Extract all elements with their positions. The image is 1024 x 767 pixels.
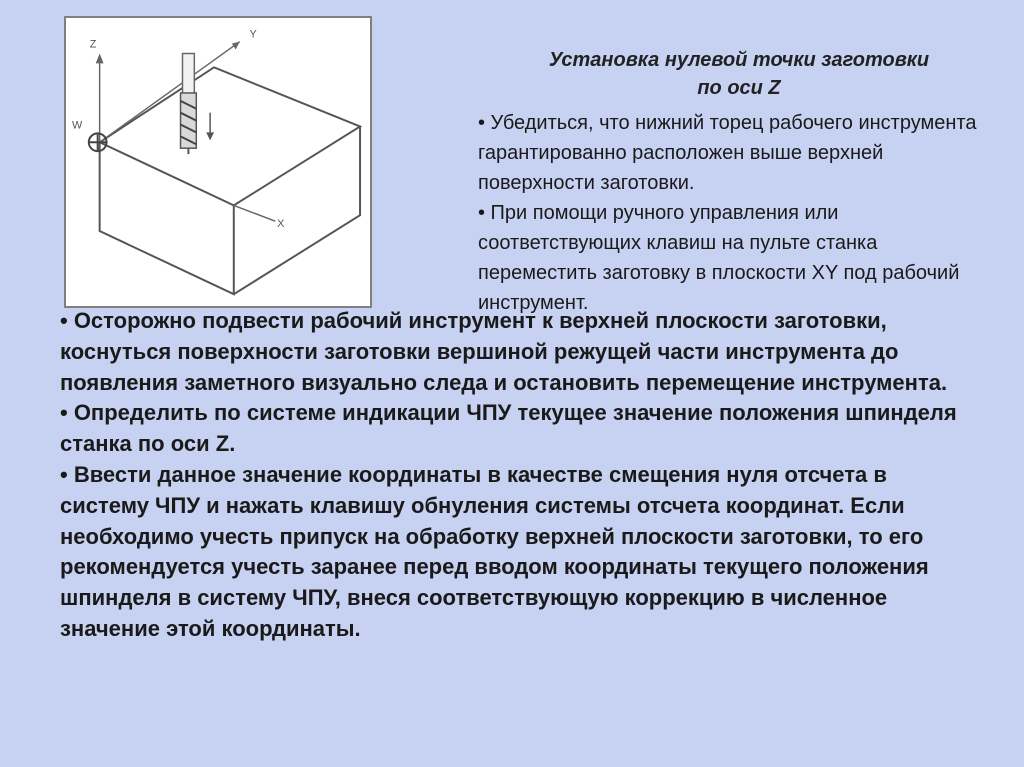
block-front-face <box>100 142 234 294</box>
end-mill-tool-icon <box>181 54 197 155</box>
right-bullet-2: • При помощи ручного управления или соответствующих клавиш на пульте станка переместить заготовку в плоскости XY под рабочий инструмент. <box>478 202 960 314</box>
right-bullet-1: • Убедиться, что нижний торец рабочего инструмента гарантированно расположен выше верхней поверхности заготовки. <box>478 112 977 194</box>
block-side-face <box>234 126 360 294</box>
block-top-face <box>100 67 360 205</box>
title-line-2: по оси Z <box>697 77 781 99</box>
x-axis <box>234 205 275 221</box>
slide-title <box>478 46 1000 102</box>
z-axis-arrowhead <box>96 54 104 64</box>
title-line-1: Установка нулевой точки заготовки <box>548 49 930 71</box>
main-bullet-1: • Осторожно подвести рабочий инструмент к верхней плоскости заготовки, коснуться поверхности заготовки вершиной режущей части инструмента до появления заметного визуально следа и остановить перемещение инструмента. <box>60 308 948 395</box>
z-axis-label: Z <box>89 38 97 51</box>
y-axis-label: Y <box>249 28 257 41</box>
right-bullet-list <box>478 108 1000 318</box>
x-axis-label: X <box>277 218 285 231</box>
main-bullet-list <box>60 306 980 645</box>
main-bullet-2: • Определить по системе индикации ЧПУ текущее значение положения шпинделя станка по оси Z. <box>60 400 957 457</box>
y-axis <box>100 42 240 143</box>
main-bullet-3: • Ввести данное значение координаты в качестве смещения нуля отсчета в систему ЧПУ и нажать клавишу обнуления системы отсчета координат. Если необходимо учесть припуск на обработку верхней плоскости заготовки, то его рекомендуется учесть заранее перед вводом координаты текущего положения шпинделя в систему ЧПУ, внеся соответствующую коррекцию в численное значение этой координаты. <box>60 461 929 641</box>
workpiece-drawing <box>66 18 370 306</box>
w-label: W <box>72 119 83 132</box>
feed-arrowhead <box>206 132 214 140</box>
workpiece-diagram <box>64 16 372 308</box>
